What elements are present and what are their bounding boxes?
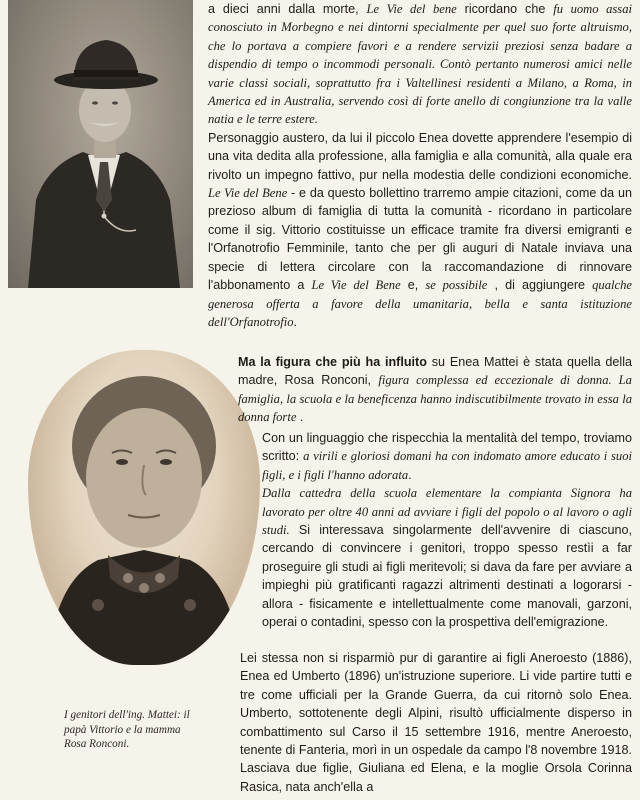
p2-quote-2: qualche generosa offerta a favore della umanitaria, bella e santa istituzione dell'Orfanotrofio: [208, 278, 632, 329]
mother-portrait-illustration: [28, 350, 260, 665]
p5-text: Si interessava singolarmente dell'avvenire di ciascuno, cercando di convincere i genitori, troppo spesso restìi a far proseguire gli studi ai figli meritevoli; si dava da fare per avviare a impieghi più gratificanti ragazzi altrimenti destinati a logorarsi - allora - fisicamente e intellettualmente come manovali, garzoni, operai o contadini, spesso con la prospettiva dell'emigrazione.: [262, 523, 632, 630]
photo-caption: I genitori dell'ing. Mattei: il papà Vittorio e la mamma Rosa Ronconi.: [64, 709, 190, 750]
body-text-paragraphs-4-5: [262, 429, 632, 631]
p2-text-1: Personaggio austero, da lui il piccolo Enea dovette apprendere l'esempio di una vita dedita alla professione, alla famiglia e alla comunità, alla quale era rivolto un impegno fattivo, pur nella modestia delle condizioni economiche.: [208, 130, 632, 182]
body-text-top: [208, 0, 632, 331]
paragraph-6: [240, 649, 632, 796]
p1-text-2: ricordano che: [456, 2, 554, 16]
p2-publication-title-2: Le Vie del Bene: [311, 278, 401, 293]
p3-text-2: .: [296, 410, 304, 425]
p5-quote: Dalla cattedra della scuola elementare la compianta Signora ha lavorato per oltre 40 anni ad avviare i figli del popolo o al lavoro o agli studi.: [262, 486, 632, 538]
paragraph-2: [208, 129, 632, 331]
p2-quote-1: se possibile: [425, 278, 488, 293]
p1-publication-title: Le Vie del bene: [366, 2, 457, 16]
p2-publication-title-1: Le Vie del Bene: [208, 186, 288, 201]
body-text-paragraph-6: [240, 649, 632, 796]
photo-vittorio-mattei: [8, 0, 193, 288]
paragraph-5: [262, 484, 632, 631]
photo-rosa-ronconi: [28, 350, 260, 665]
p4-text-1: Con un linguaggio che rispecchia la mentalità del tempo, troviamo scritto:: [262, 431, 632, 464]
p2-text-2: - e da questo bollettino trarremo ampie citazioni, come da un prezioso album di famiglia di tutta la comunità - ricordano in particolare come il sig. Vittorio costituisse un efficace tramite fra diversi emigranti e l'Orfanotrofio Femminile, tanto che per gli auguri di Natale inviava una specie di lettera circolare con la raccomandazione di rinnovare l'abbonamento a: [208, 186, 632, 293]
p4-quote: a virili e gloriosi domani ha con indomato amore educato i suoi figli, e i figli l'hanno adorata: [262, 449, 632, 482]
p2-text-4: , di aggiungere: [487, 278, 593, 293]
father-portrait-illustration: [8, 0, 193, 288]
p3-quote: figura complessa ed eccezionale di donna. La famiglia, la scuola e la beneficenza hanno indiscutibilmente trovato in essa la donna forte: [238, 373, 632, 425]
p1-text-1: a dieci anni dalla morte,: [208, 2, 367, 16]
p2-text-3: e,: [400, 278, 426, 293]
p1-quote: fu uomo assai conosciuto in Morbegno e nei dintorni specialmente per quel suo forte altruismo, che lo portava a compiere favori e a rendere servizii preziosi senza badare a dispendio di tempo o incommodi personali. Contò pertanto numerosi amici nelle varie classi sociali, soprattutto fra i Valtellinesi residenti a Milano, a Roma, in America ed in Australia, servendo così di forte anello di congiunzione tra la valle natia e le terre estere.: [208, 2, 632, 127]
p4-text-2: .: [408, 467, 412, 482]
paragraph-3: [238, 353, 632, 427]
p6-text: Lei stessa non si risparmiò pur di garantire ai figli Aneroesto (1886), Enea ed Umberto (1896) un'istruzione superiore. Li vide partire tutti e tre come ufficiali per la Grande Guerra, da cui ritornò solo Enea. Umberto, sottotenente degli Alpini, risultò ufficialmente disperso in combattimento sul Carso il 15 settembre 1916, mentre Aneroesto, tenente di Fanteria, morì in un ospedale da campo l'8 novembre 1918. Lasciava due figlie, Giuliana ed Elena, e la moglie Orsola Corinna Rasica, nata anch'ella a: [240, 651, 632, 794]
p3-text-1: su Enea Mattei è stata quella della madre, Rosa Ronconi,: [238, 355, 632, 388]
paragraph-4: [262, 429, 632, 484]
p3-lead-in: Ma la figura che più ha influito: [238, 355, 427, 369]
paragraph-1: [208, 0, 632, 129]
body-text-paragraph-3: [238, 353, 632, 427]
p2-text-5: .: [293, 314, 297, 329]
